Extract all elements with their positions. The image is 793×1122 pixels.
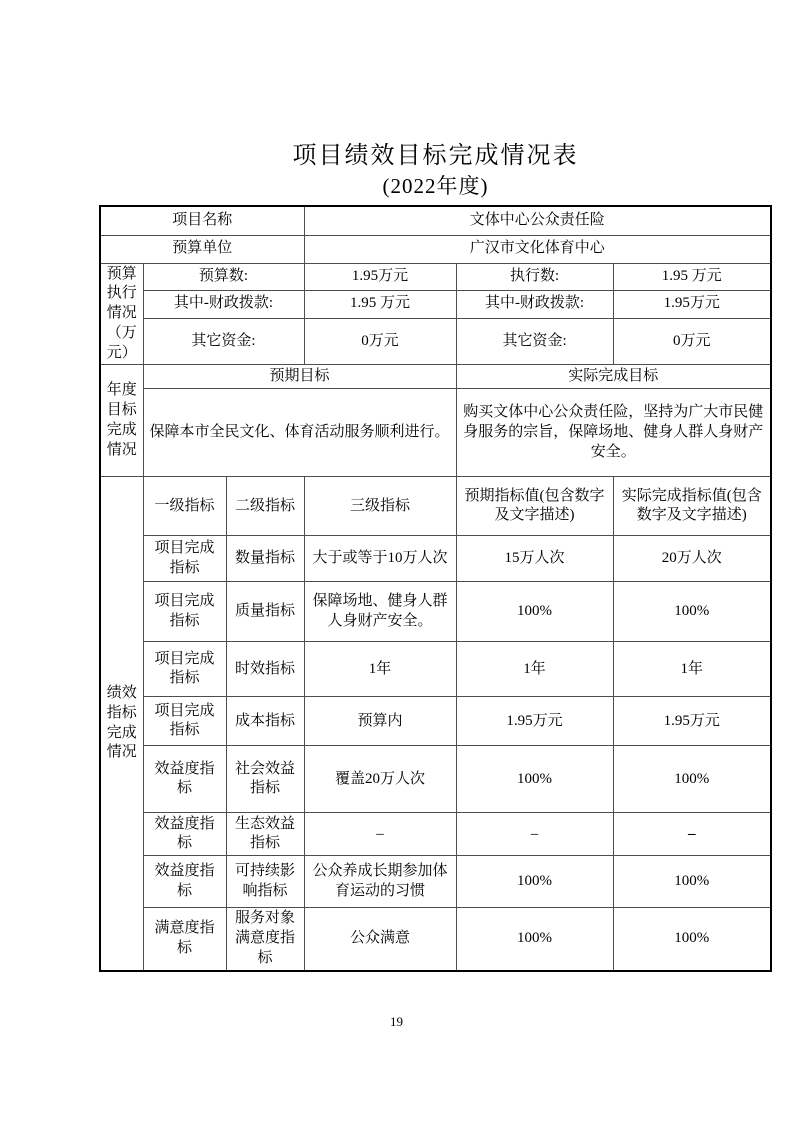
budget-unit-label: 预算单位: [100, 235, 304, 263]
document-content: [99, 140, 772, 972]
indicator-actual: 100%: [613, 582, 771, 642]
indicator-row: [100, 582, 771, 642]
indicator-actual: 100%: [613, 856, 771, 908]
indicator-expected: 1.95万元: [456, 697, 613, 746]
budget-row-value: 1.95 万元: [613, 263, 771, 291]
indicator-level2: 数量指标: [226, 536, 304, 582]
indicator-level1: 项目完成指标: [143, 582, 226, 642]
indicator-level1: 效益度指标: [143, 813, 226, 856]
page-number: 19: [390, 1014, 403, 1029]
indicator-actual: 1.95万元: [613, 697, 771, 746]
indicator-level3: –: [304, 813, 456, 856]
project-name-label: 项目名称: [100, 206, 304, 235]
budget-row-label: 其中-财政拨款:: [143, 291, 304, 319]
budget-row-label: 其它资金:: [143, 318, 304, 365]
indicator-level2: 质量指标: [226, 582, 304, 642]
column-header-level3: 三级指标: [304, 477, 456, 536]
indicator-expected: 100%: [456, 908, 613, 971]
indicator-level2: 成本指标: [226, 697, 304, 746]
indicator-level1: 效益度指标: [143, 856, 226, 908]
budget-row-value: 1.95 万元: [304, 291, 456, 319]
column-header-level1: 一级指标: [143, 477, 226, 536]
indicator-row: [100, 536, 771, 582]
indicator-row: [100, 697, 771, 746]
indicator-level2: 时效指标: [226, 642, 304, 697]
indicator-expected: 100%: [456, 582, 613, 642]
indicator-row: [100, 856, 771, 908]
indicator-level2: 可持续影响指标: [226, 856, 304, 908]
column-header-actual: 实际完成指标值(包含数字及文字描述): [613, 477, 771, 536]
indicator-level1: 项目完成指标: [143, 536, 226, 582]
indicator-level1: 满意度指标: [143, 908, 226, 971]
indicator-expected: 100%: [456, 746, 613, 813]
table-row: [100, 291, 771, 319]
indicator-actual: 20万人次: [613, 536, 771, 582]
column-header-expected: 预期指标值(包含数字及文字描述): [456, 477, 613, 536]
indicator-level2: 服务对象满意度指标: [226, 908, 304, 971]
indicator-row: [100, 642, 771, 697]
budget-row-label: 预算数:: [143, 263, 304, 291]
indicator-expected: 1年: [456, 642, 613, 697]
indicator-expected: –: [456, 813, 613, 856]
budget-row-value: 0万元: [304, 318, 456, 365]
budget-row-label: 其中-财政拨款:: [456, 291, 613, 319]
performance-indicators-vertical-header: 绩效指标完成情况: [100, 477, 143, 971]
table-row: [100, 206, 771, 235]
indicator-level3: 覆盖20万人次: [304, 746, 456, 813]
indicator-actual: 1年: [613, 642, 771, 697]
indicator-level3: 公众满意: [304, 908, 456, 971]
indicator-level1: 效益度指标: [143, 746, 226, 813]
table-row: [100, 477, 771, 536]
budget-row-label: 其它资金:: [456, 318, 613, 365]
project-name-value: 文体中心公众责任险: [304, 206, 771, 235]
expected-target-header: 预期目标: [143, 365, 456, 389]
indicator-actual: –: [613, 813, 771, 856]
table-row: [100, 318, 771, 365]
indicator-row: [100, 813, 771, 856]
indicator-level2: 生态效益指标: [226, 813, 304, 856]
performance-table: [99, 205, 772, 972]
budget-unit-value: 广汉市文化体育中心: [304, 235, 771, 263]
indicator-level2: 社会效益指标: [226, 746, 304, 813]
budget-row-label: 执行数:: [456, 263, 613, 291]
expected-target-text: 保障本市全民文化、体育活动服务顺利进行。: [143, 389, 456, 477]
actual-target-text: 购买文体中心公众责任险，坚持为广大市民健身服务的宗旨，保障场地、健身人群人身财产安全。: [456, 389, 771, 477]
budget-row-value: 0万元: [613, 318, 771, 365]
indicator-actual: 100%: [613, 908, 771, 971]
table-row: [100, 263, 771, 291]
budget-execution-vertical-header: 预算执行情况（万元）: [100, 263, 143, 365]
budget-row-value: 1.95万元: [304, 263, 456, 291]
indicator-level3: 1年: [304, 642, 456, 697]
indicator-level3: 公众养成长期参加体育运动的习惯: [304, 856, 456, 908]
indicator-level1: 项目完成指标: [143, 697, 226, 746]
actual-target-header: 实际完成目标: [456, 365, 771, 389]
indicator-level1: 项目完成指标: [143, 642, 226, 697]
indicator-level3: 保障场地、健身人群人身财产安全。: [304, 582, 456, 642]
column-header-level2: 二级指标: [226, 477, 304, 536]
budget-row-value: 1.95万元: [613, 291, 771, 319]
indicator-expected: 100%: [456, 856, 613, 908]
indicator-actual: 100%: [613, 746, 771, 813]
page-title: 项目绩效目标完成情况表: [292, 143, 579, 169]
indicator-expected: 15万人次: [456, 536, 613, 582]
indicator-level3: 预算内: [304, 697, 456, 746]
annual-target-vertical-header: 年度目标完成情况: [100, 365, 143, 477]
indicator-row: [100, 746, 771, 813]
page-subtitle: (2022年度): [382, 174, 489, 198]
indicator-row: [100, 908, 771, 971]
table-row: [100, 389, 771, 477]
table-row: [100, 235, 771, 263]
indicator-level3: 大于或等于10万人次: [304, 536, 456, 582]
table-row: [100, 365, 771, 389]
